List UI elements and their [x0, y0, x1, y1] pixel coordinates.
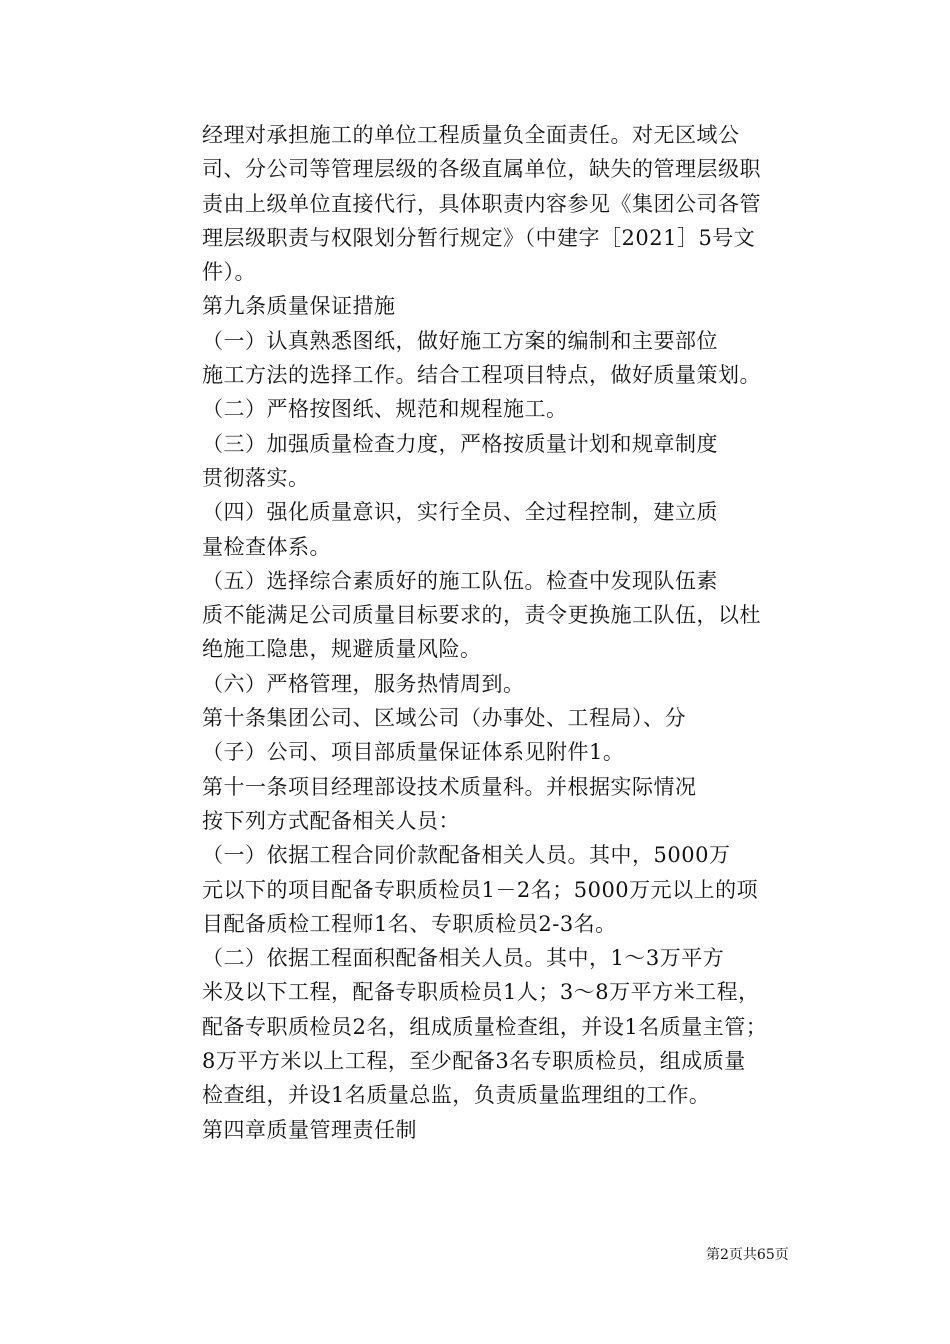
text-line: （四）强化质量意识，实行全员、全过程控制，建立质 — [202, 500, 718, 525]
text-line: 理层级职责与权限划分暂行规定》（中建字［2021］5号文 — [202, 225, 756, 250]
text-line: （二）依据工程面积配备相关人员。其中，1～3万平方 — [202, 946, 725, 971]
text-line: （三）加强质量检查力度，严格按质量计划和规章制度 — [202, 431, 718, 456]
text-line: 米及以下工程，配备专职质检员1人；3～8万平方米工程， — [202, 980, 760, 1005]
text-line: （一）认真熟悉图纸，做好施工方案的编制和主要部位 — [202, 328, 718, 353]
section-heading: 第十一条项目经理部设技术质量科。并根据实际情况 — [202, 774, 697, 799]
page-number-footer: 第2页共65页 — [706, 1247, 789, 1263]
section-heading: 第十条集团公司、区域公司（办事处、工程局）、分 — [202, 706, 686, 731]
text-line: （一）依据工程合同价款配备相关人员。其中，5000万 — [202, 843, 731, 868]
text-line: （子）公司、项目部质量保证体系见附件1。 — [202, 740, 625, 765]
text-line: 件）。 — [202, 260, 256, 285]
text-line: 责由上级单位直接代行，具体职责内容参见《集团公司各管 — [202, 191, 761, 216]
text-line: 司、分公司等管理层级的各级直属单位，缺失的管理层级职 — [202, 157, 761, 182]
text-line: 施工方法的选择工作。结合工程项目特点，做好质量策划。 — [202, 363, 761, 388]
section-heading: 第九条质量保证措施 — [202, 294, 396, 319]
text-line: 配备专职质检员2名，组成质量检查组，并设1名质量主管； — [202, 1014, 768, 1039]
text-line: （五）选择综合素质好的施工队伍。检查中发现队伍素 — [202, 568, 718, 593]
text-line: 目配备质检工程师1名、专职质检员2-3名。 — [202, 911, 617, 936]
text-line: （二）严格按图纸、规范和规程施工。 — [202, 397, 568, 422]
document-body — [202, 118, 802, 1147]
text-line: 按下列方式配备相关人员： — [202, 808, 460, 833]
text-line: 绝施工隐患，规避质量风险。 — [202, 637, 482, 662]
text-line: 检查组，并设1名质量总监，负责质量监理组的工作。 — [202, 1083, 711, 1108]
text-line: 8万平方米以上工程，至少配备3名专职质检员，组成质量 — [202, 1049, 746, 1074]
text-line: 元以下的项目配备专职质检员1－2名；5000万元以上的项 — [202, 877, 759, 902]
text-line: （六）严格管理，服务热情周到。 — [202, 671, 525, 696]
text-line: 质不能满足公司质量目标要求的，责令更换施工队伍，以杜 — [202, 603, 761, 628]
text-line: 贯彻落实。 — [202, 465, 310, 490]
text-line: 经理对承担施工的单位工程质量负全面责任。对无区域公 — [202, 123, 740, 147]
text-line: 量检查体系。 — [202, 534, 331, 559]
chapter-heading: 第四章质量管理责任制 — [202, 1117, 417, 1142]
